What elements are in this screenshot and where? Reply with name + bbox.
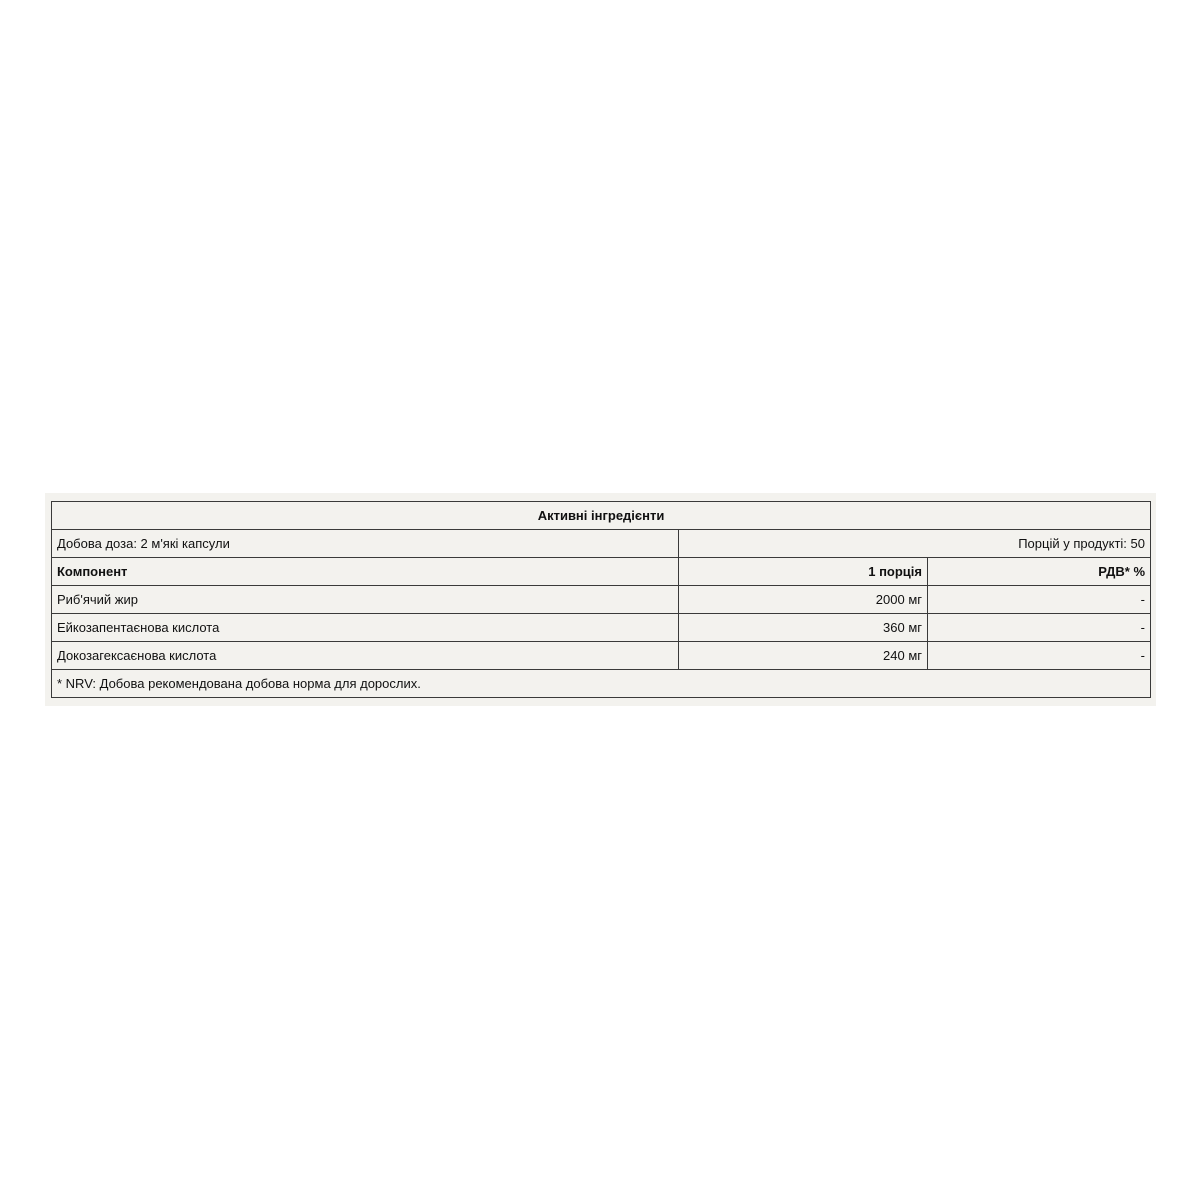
table-row bbox=[52, 614, 1151, 642]
header-per-serving: 1 порція bbox=[679, 558, 928, 586]
ingredient-amount: 2000 мг bbox=[679, 586, 928, 614]
ingredient-name: Докозагексаєнова кислота bbox=[52, 642, 679, 670]
table-row bbox=[52, 642, 1151, 670]
ingredient-name: Ейкозапентаєнова кислота bbox=[52, 614, 679, 642]
ingredient-rdv: - bbox=[928, 614, 1151, 642]
header-rdv: РДВ* % bbox=[928, 558, 1151, 586]
active-ingredients-table bbox=[51, 501, 1151, 698]
footnote: * NRV: Добова рекомендована добова норма для дорослих. bbox=[52, 670, 1151, 698]
ingredient-rdv: - bbox=[928, 642, 1151, 670]
ingredient-amount: 240 мг bbox=[679, 642, 928, 670]
ingredients-panel bbox=[45, 493, 1156, 706]
table-title: Активні інгредієнти bbox=[52, 502, 1151, 530]
header-component: Компонент bbox=[52, 558, 679, 586]
servings-per-product: Порцій у продукті: 50 bbox=[679, 530, 1151, 558]
ingredient-rdv: - bbox=[928, 586, 1151, 614]
table-row bbox=[52, 586, 1151, 614]
dose-row bbox=[52, 530, 1151, 558]
ingredient-name: Риб'ячий жир bbox=[52, 586, 679, 614]
ingredient-amount: 360 мг bbox=[679, 614, 928, 642]
daily-dose: Добова доза: 2 м'які капсули bbox=[52, 530, 679, 558]
header-row bbox=[52, 558, 1151, 586]
footnote-row bbox=[52, 670, 1151, 698]
title-row bbox=[52, 502, 1151, 530]
